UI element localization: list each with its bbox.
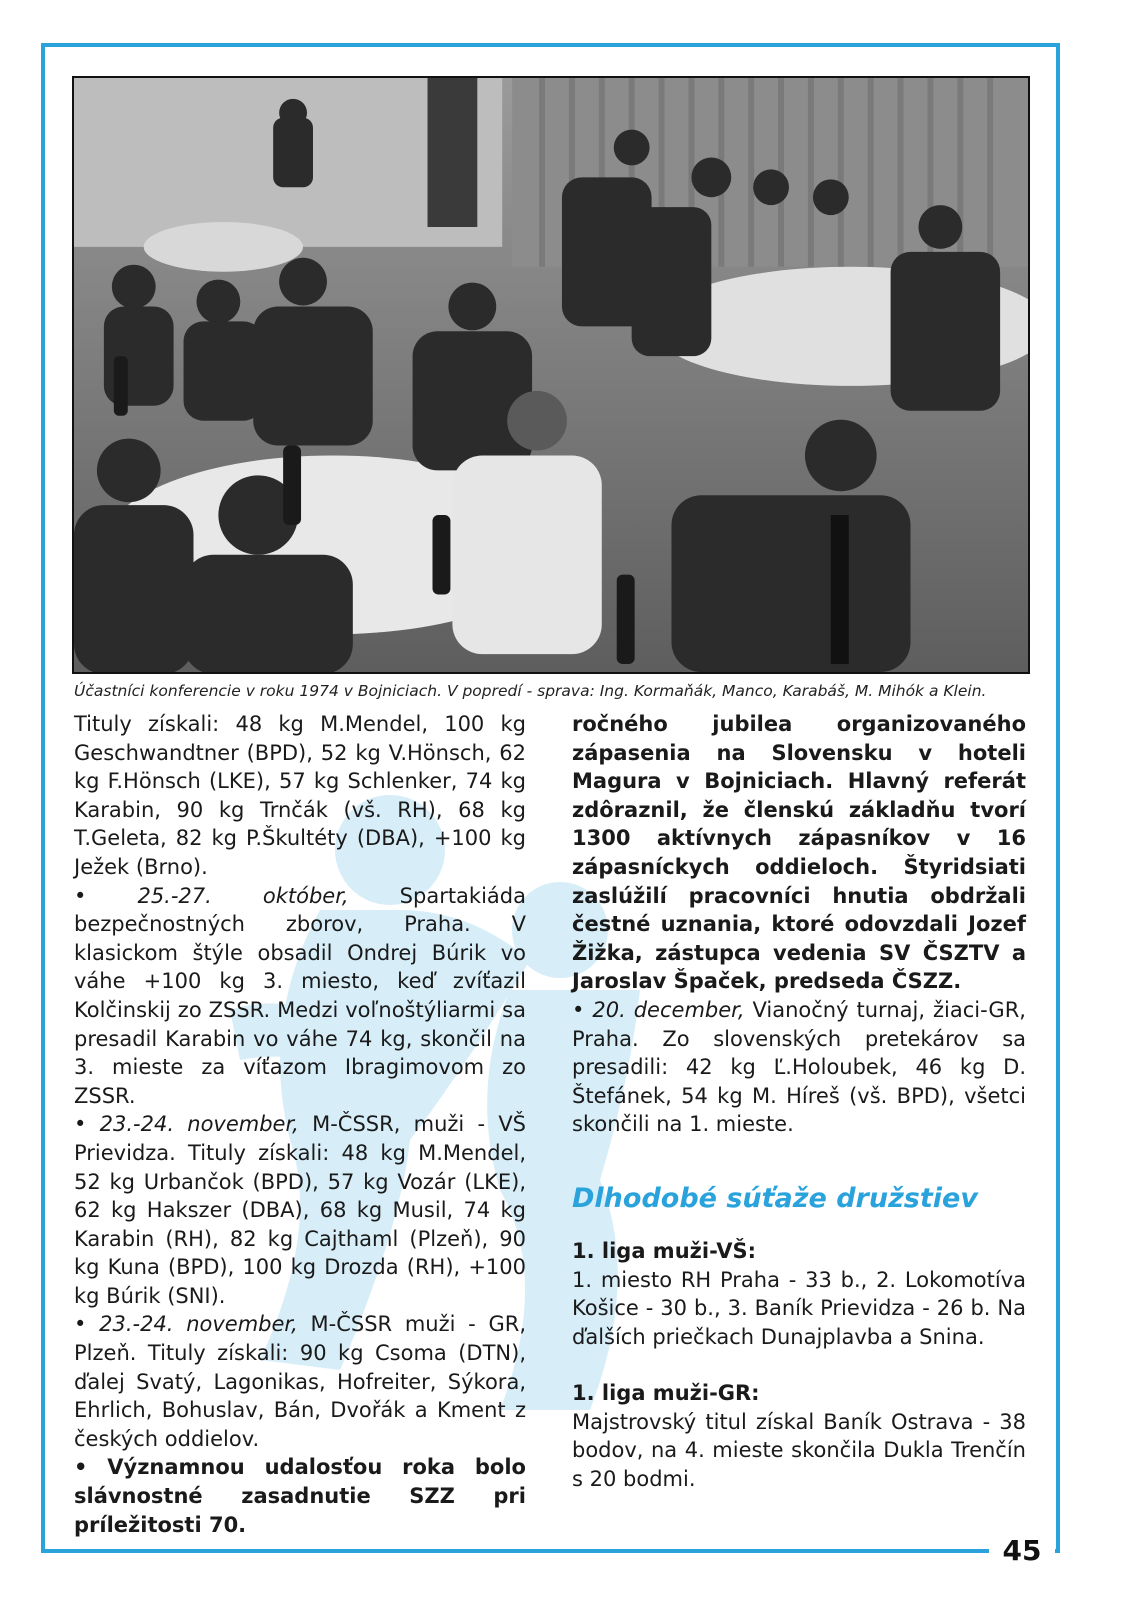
conference-photo [72,76,1030,674]
event-text: M-ČSSR, muži - VŠ Prievidza. Tituly získali: 48 kg M.Mendel, 52 kg Urbančok (BPD), 57 kg Vozár (LKE), 62 kg Hakszer (DBA), 68 kg Musil, 74 kg Karabin (RH), 82 kg Cajthaml (Plzeň), 90 kg Kuna (BPD), 100 kg Drozda (RH), +100 kg Búrik (SNI). [74,1112,527,1308]
event-text: M-ČSSR muži - GR, Plzeň. Tituly získali: 90 kg Csoma (DTN), ďalej Svatý, Lagonikas, Hofreiter, Sýkora, Ehrlich, Bohuslav, Bán, Dvořák a Kment z českých oddielov. [74,1312,527,1451]
photo-illustration [74,78,1028,672]
event-date: 23.-24. november, [99,1312,298,1337]
event-anniversary: • Významnou udalosťou roka bolo slávnostné zasadnutie SZZ pri príležitosti 70. [74,1455,526,1537]
titles-paragraph: Tituly získali: 48 kg M.Mendel, 100 kg Geschwandtner (BPD), 52 kg V.Hönsch, 62 kg F.Hönsch (LKE), 57 kg Schlenker, 74 kg Karabin, 90 kg Trnčák (vš. RH), 68 kg T.Geleta, 82 kg P.Škultéty (DBA), +100 kg Ježek (Brno). [74,712,526,879]
section-heading: Dlhodobé súťaže družstiev [572,1182,978,1214]
event-date: 25.-27. október, [137,883,349,908]
league-vs-title: 1. liga muži-VŠ: [572,1238,757,1263]
league-gr-text: Majstrovský titul získal Baník Ostrava - 38 bodov, na 4. mieste skončila Dukla Trenčín s 20 bodmi. [572,1409,1026,1492]
event-christmas-tournament: • 20. december, Vianočný turnaj, žiaci-GR, Praha. Zo slovenských pretekárov sa presadili: 42 kg Ľ.Holoubek, 46 kg D. Štefánek, 54 kg M. Híreš (vš. BPD), všetci skončili na 1. mieste. [572,997,1026,1137]
anniversary-continuation: ročného jubilea organizovaného zápasenia na Slovensku v hoteli Magura v Bojniciach. Hlavný referát zdôraznil, že členskú základňu tvorí 1300 aktívnych zápasníkov v 16 zápasníckych oddieloch. Štyridsiati zaslúžilí pracovníci hnutia obdržali čestné uznania, ktoré odovzdali Jozef Žižka, zástupca vedenia SV ČSZTV a Jaroslav Špaček, predseda ČSZZ. [572,712,1026,994]
event-text: Vianočný turnaj, žiaci-GR, Praha. Zo slovenských pretekárov sa presadili: 42 kg Ľ.Holoubek, 46 kg D. Štefánek, 54 kg M. Híreš (vš. BPD), všetci skončili na 1. mieste. [572,997,1026,1137]
event-date: 20. december, [592,997,745,1022]
page-number: 45 [1002,1533,1042,1567]
event-text: Spartakiáda bezpečnostných zborov, Praha. V klasickom štýle obsadil Ondrej Búrik vo váhe +100 kg 3. miesto, keď zvíťazil Kolčinskij zo ZSSR. Medzi voľnoštýliarmi sa presadil Karabin vo váhe 74 kg, skončil na 3. mieste za víťazom Ibragimovom zo ZSSR. [74,883,526,1108]
right-column [572,710,1026,1494]
league-vs-text: 1. miesto RH Praha - 33 b., 2. Lokomotíva Košice - 30 b., 3. Baník Prievidza - 26 b. Na ďalších priečkach Dunajplavba a Snina. [572,1267,1026,1349]
event-mcssr-vs: • 23.-24. november, M-ČSSR, muži - VŠ Prievidza. Tituly získali: 48 kg M.Mendel, 52 kg Urbančok (BPD), 57 kg Vozár (LKE), 62 kg Hakszer (DBA), 68 kg Musil, 74 kg Karabin (RH), 82 kg Cajthaml (Plzeň), 90 kg Kuna (BPD), 100 kg Drozda (RH), +100 kg Búrik (SNI). [74,1112,527,1308]
left-column [74,710,526,1539]
photo-caption: Účastníci konferencie v roku 1974 v Bojniciach. V popredí - sprava: Ing. Kormaňák, Manco, Karabáš, M. Mihók a Klein. [74,682,987,700]
event-date: 23.-24. november, [99,1112,299,1137]
league-gr-title: 1. liga muži-GR: [572,1381,760,1406]
event-mcssr-gr: • 23.-24. november, M-ČSSR muži - GR, Plzeň. Tituly získali: 90 kg Csoma (DTN), ďalej Svatý, Lagonikas, Hofreiter, Sýkora, Ehrlich, Bohuslav, Bán, Dvořák a Kment z českých oddielov. [74,1312,527,1451]
spacer [572,1351,1026,1379]
event-anniversary-text: Významnou udalosťou roka bolo slávnostné zasadnutie SZZ pri príležitosti 70. [74,1455,526,1537]
page-number-box [989,1528,1055,1572]
event-spartakiada: • 25.-27. október, Spartakiáda bezpečnostných zborov, Praha. V klasickom štýle obsadil Ondrej Búrik vo váhe +100 kg 3. miesto, keď zvíťazil Kolčinskij zo ZSSR. Medzi voľnoštýliarmi sa presadil Karabin vo váhe 74 kg, skončil na 3. mieste za víťazom Ibragimovom zo ZSSR. [74,883,526,1108]
